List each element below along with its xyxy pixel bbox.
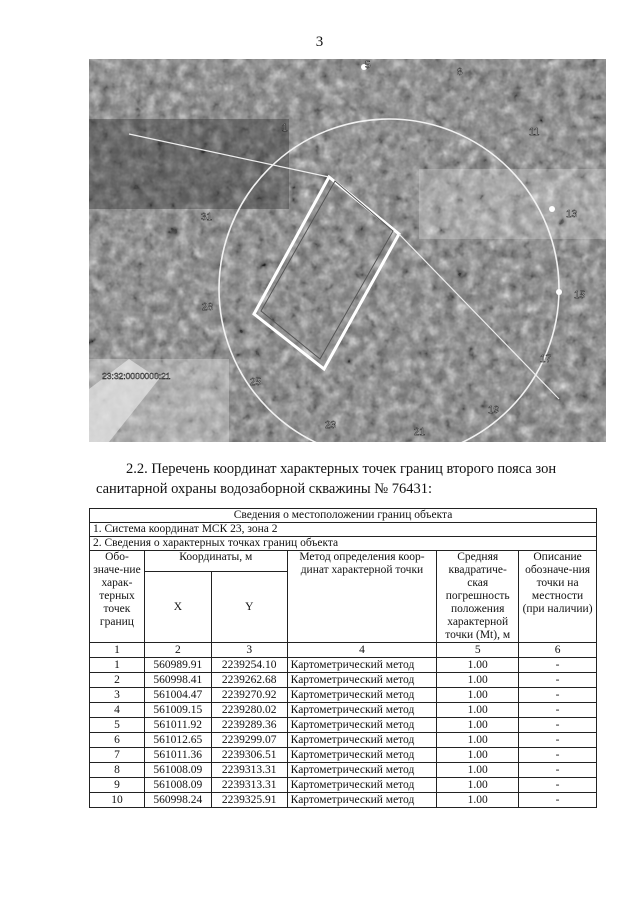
desc-cell: - [519, 688, 597, 703]
desc-cell: - [519, 703, 597, 718]
x-cell: 560998.41 [144, 673, 211, 688]
point-id-cell: 10 [90, 793, 145, 808]
satellite-map [89, 59, 606, 442]
x-cell: 561012.65 [144, 733, 211, 748]
error-cell: 1.00 [437, 718, 519, 733]
point-id-cell: 9 [90, 778, 145, 793]
col-number: 1 [90, 643, 145, 658]
map-label: 23 [325, 420, 337, 431]
table-title: Сведения о местоположении границ объекта [90, 509, 597, 523]
desc-cell: - [519, 733, 597, 748]
map-label: 19 [488, 405, 500, 416]
col-number: 3 [211, 643, 287, 658]
table-row [90, 658, 597, 673]
error-cell: 1.00 [437, 748, 519, 763]
map-label: 11 [529, 127, 540, 138]
map-label: 15 [574, 290, 586, 301]
error-cell: 1.00 [437, 658, 519, 673]
col-error-header: Средняя квадратиче-ская погрешность положения характерной точки (Mt), м [437, 551, 519, 643]
col-x-header: X [144, 572, 211, 643]
method-cell: Картометрический метод [287, 703, 437, 718]
table-row [90, 778, 597, 793]
x-cell: 561011.36 [144, 748, 211, 763]
method-cell: Картометрический метод [287, 658, 437, 673]
y-cell: 2239280.02 [211, 703, 287, 718]
y-cell: 2239270.92 [211, 688, 287, 703]
table-row [90, 733, 597, 748]
col-coords-header: Координаты, м [144, 551, 287, 572]
error-cell: 1.00 [437, 688, 519, 703]
y-cell: 2239289.36 [211, 718, 287, 733]
x-cell: 560998.24 [144, 793, 211, 808]
method-cell: Картометрический метод [287, 793, 437, 808]
y-cell: 2239262.68 [211, 673, 287, 688]
point-id-cell: 2 [90, 673, 145, 688]
coordinates-table [89, 508, 597, 808]
x-cell: 561004.47 [144, 688, 211, 703]
intro-text: 2.2. Перечень координат характерных точек границ второго пояса зон санитарной охраны водозаборной скважины № 76431: [96, 461, 557, 497]
map-label: 25 [250, 377, 262, 388]
error-cell: 1.00 [437, 778, 519, 793]
col-number: 2 [144, 643, 211, 658]
col-number: 6 [519, 643, 597, 658]
col-number: 5 [437, 643, 519, 658]
table-row [90, 748, 597, 763]
method-cell: Картометрический метод [287, 778, 437, 793]
x-cell: 561008.09 [144, 763, 211, 778]
point-id-cell: 5 [90, 718, 145, 733]
point-id-cell: 1 [90, 658, 145, 673]
table-row [90, 703, 597, 718]
points-header: 2. Сведения о характерных точках границ объекта [90, 537, 597, 551]
x-cell: 561011.92 [144, 718, 211, 733]
desc-cell: - [519, 673, 597, 688]
desc-cell: - [519, 778, 597, 793]
coordinate-system: 1. Система координат МСК 23, зона 2 [90, 523, 597, 537]
table-row [90, 793, 597, 808]
method-cell: Картометрический метод [287, 763, 437, 778]
col-method-header: Метод определения коор-динат характерной точки [287, 551, 437, 643]
map-label: 5 [365, 60, 371, 71]
point-id-cell: 3 [90, 688, 145, 703]
table-row [90, 688, 597, 703]
map-label: 21 [414, 427, 426, 438]
col-point-id-header: Обо-значе-ние харак-терных точек границ [90, 551, 145, 643]
error-cell: 1.00 [437, 733, 519, 748]
desc-cell: - [519, 658, 597, 673]
y-cell: 2239313.31 [211, 763, 287, 778]
desc-cell: - [519, 763, 597, 778]
error-cell: 1.00 [437, 673, 519, 688]
table-body [90, 658, 597, 808]
method-cell: Картометрический метод [287, 718, 437, 733]
point-id-cell: 8 [90, 763, 145, 778]
col-desc-header: Описание обозначе-ния точки на местности (при наличии) [519, 551, 597, 643]
x-cell: 561008.09 [144, 778, 211, 793]
desc-cell: - [519, 718, 597, 733]
desc-cell: - [519, 748, 597, 763]
section-intro [96, 459, 606, 499]
method-cell: Картометрический метод [287, 748, 437, 763]
desc-cell: - [519, 793, 597, 808]
col-y-header: Y [211, 572, 287, 643]
table-row [90, 673, 597, 688]
method-cell: Картометрический метод [287, 673, 437, 688]
page-number: 3 [315, 34, 324, 50]
map-label: 31 [201, 212, 213, 223]
x-cell: 561009.15 [144, 703, 211, 718]
x-cell: 560989.91 [144, 658, 211, 673]
table-row [90, 718, 597, 733]
y-cell: 2239325.91 [211, 793, 287, 808]
error-cell: 1.00 [437, 793, 519, 808]
y-cell: 2239299.07 [211, 733, 287, 748]
col-number: 4 [287, 643, 437, 658]
method-cell: Картометрический метод [287, 733, 437, 748]
map-label: 28 [202, 302, 214, 313]
map-label: 13 [566, 209, 578, 220]
table-row [90, 763, 597, 778]
error-cell: 1.00 [437, 763, 519, 778]
point-id-cell: 6 [90, 733, 145, 748]
point-id-cell: 4 [90, 703, 145, 718]
parcel-label: 23:32:0000000:21 [102, 371, 171, 381]
map-label: 8 [457, 67, 463, 78]
error-cell: 1.00 [437, 703, 519, 718]
method-cell: Картометрический метод [287, 688, 437, 703]
map-graphic [89, 59, 606, 442]
map-label: 17 [540, 354, 552, 365]
point-id-cell: 7 [90, 748, 145, 763]
y-cell: 2239254.10 [211, 658, 287, 673]
map-label: 1 [282, 123, 288, 134]
y-cell: 2239313.31 [211, 778, 287, 793]
y-cell: 2239306.51 [211, 748, 287, 763]
